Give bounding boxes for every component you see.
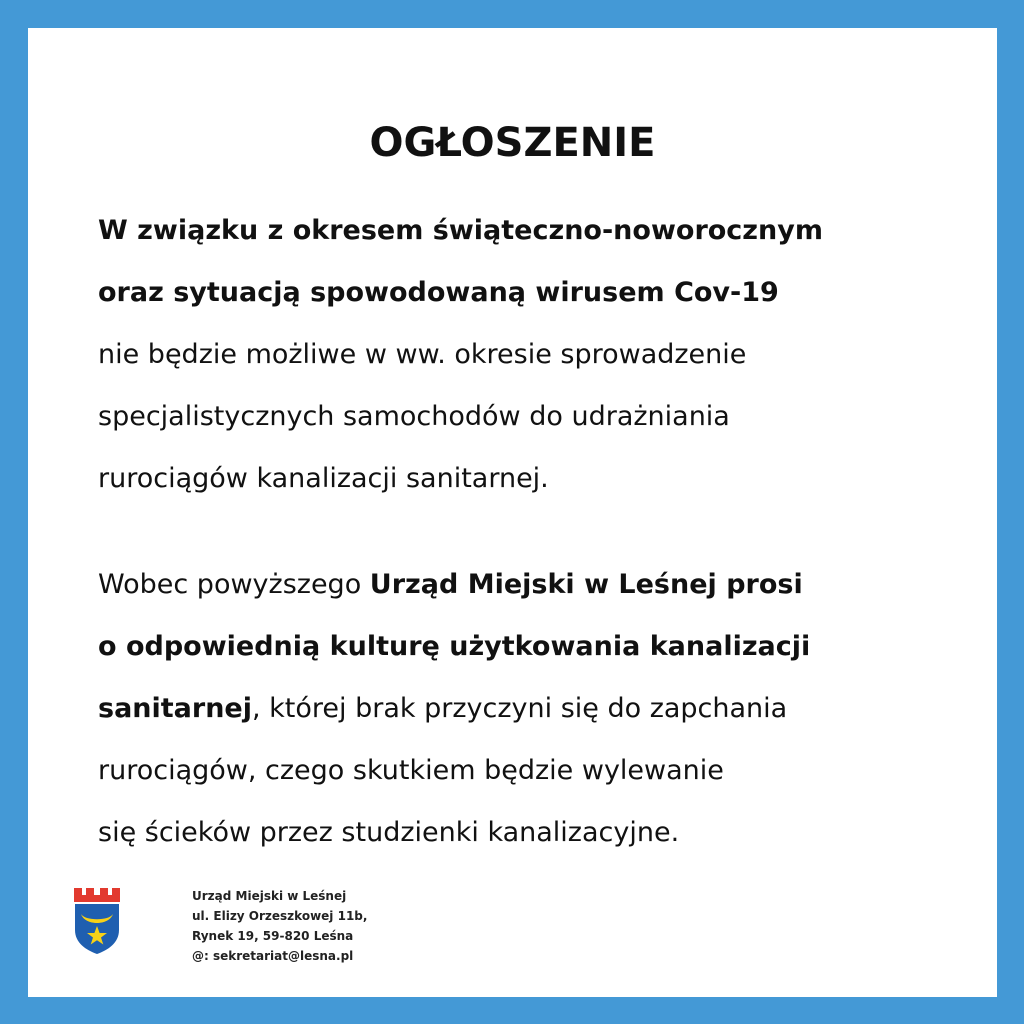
contact-block <box>192 886 367 966</box>
street-address: ul. Elizy Orzeszkowej 11b, <box>192 909 368 923</box>
paragraph2-line1 <box>98 554 958 616</box>
email-address: @: sekretariat@lesna.pl <box>192 949 354 963</box>
paragraph2-line2: o odpowiednią kulturę użytkowania kanalizacji <box>98 631 811 662</box>
paragraph2-line4: rurociągów, czego skutkiem będzie wylewanie <box>98 755 724 786</box>
paragraph1-line4: specjalistycznych samochodów do udrażniania <box>98 401 730 432</box>
paragraph2-line3 <box>98 678 958 740</box>
paragraph1-line5: rurociągów kanalizacji sanitarnej. <box>98 463 549 494</box>
paragraph1-line3: nie będzie możliwe w ww. okresie sprowadzenie <box>98 339 747 370</box>
paragraph2-line1-regular: Wobec powyższego <box>98 569 370 600</box>
paragraph2-line3-bold: sanitarnej <box>98 693 252 724</box>
footer <box>72 886 472 996</box>
paragraph2-line3-regular: , której brak przyczyni się do zapchania <box>252 693 788 724</box>
town-crest-icon <box>72 886 122 956</box>
paragraph-holiday-notice <box>98 200 958 510</box>
announcement-title: OGŁOSZENIE <box>369 120 656 166</box>
paragraph2-line1-bold: Urząd Miejski w Leśnej prosi <box>369 569 803 600</box>
paragraph2-line5: się ścieków przez studzienki kanalizacyjne. <box>98 817 680 848</box>
postal-address: Rynek 19, 59-820 Leśna <box>192 929 354 943</box>
paragraph-request <box>98 554 958 864</box>
paragraph1-line1: W związku z okresem świąteczno-noworocznym <box>98 215 823 246</box>
announcement-panel <box>28 28 997 997</box>
office-name: Urząd Miejski w Leśnej <box>192 889 347 903</box>
paragraph1-line2: oraz sytuacją spowodowaną wirusem Cov-19 <box>98 277 779 308</box>
